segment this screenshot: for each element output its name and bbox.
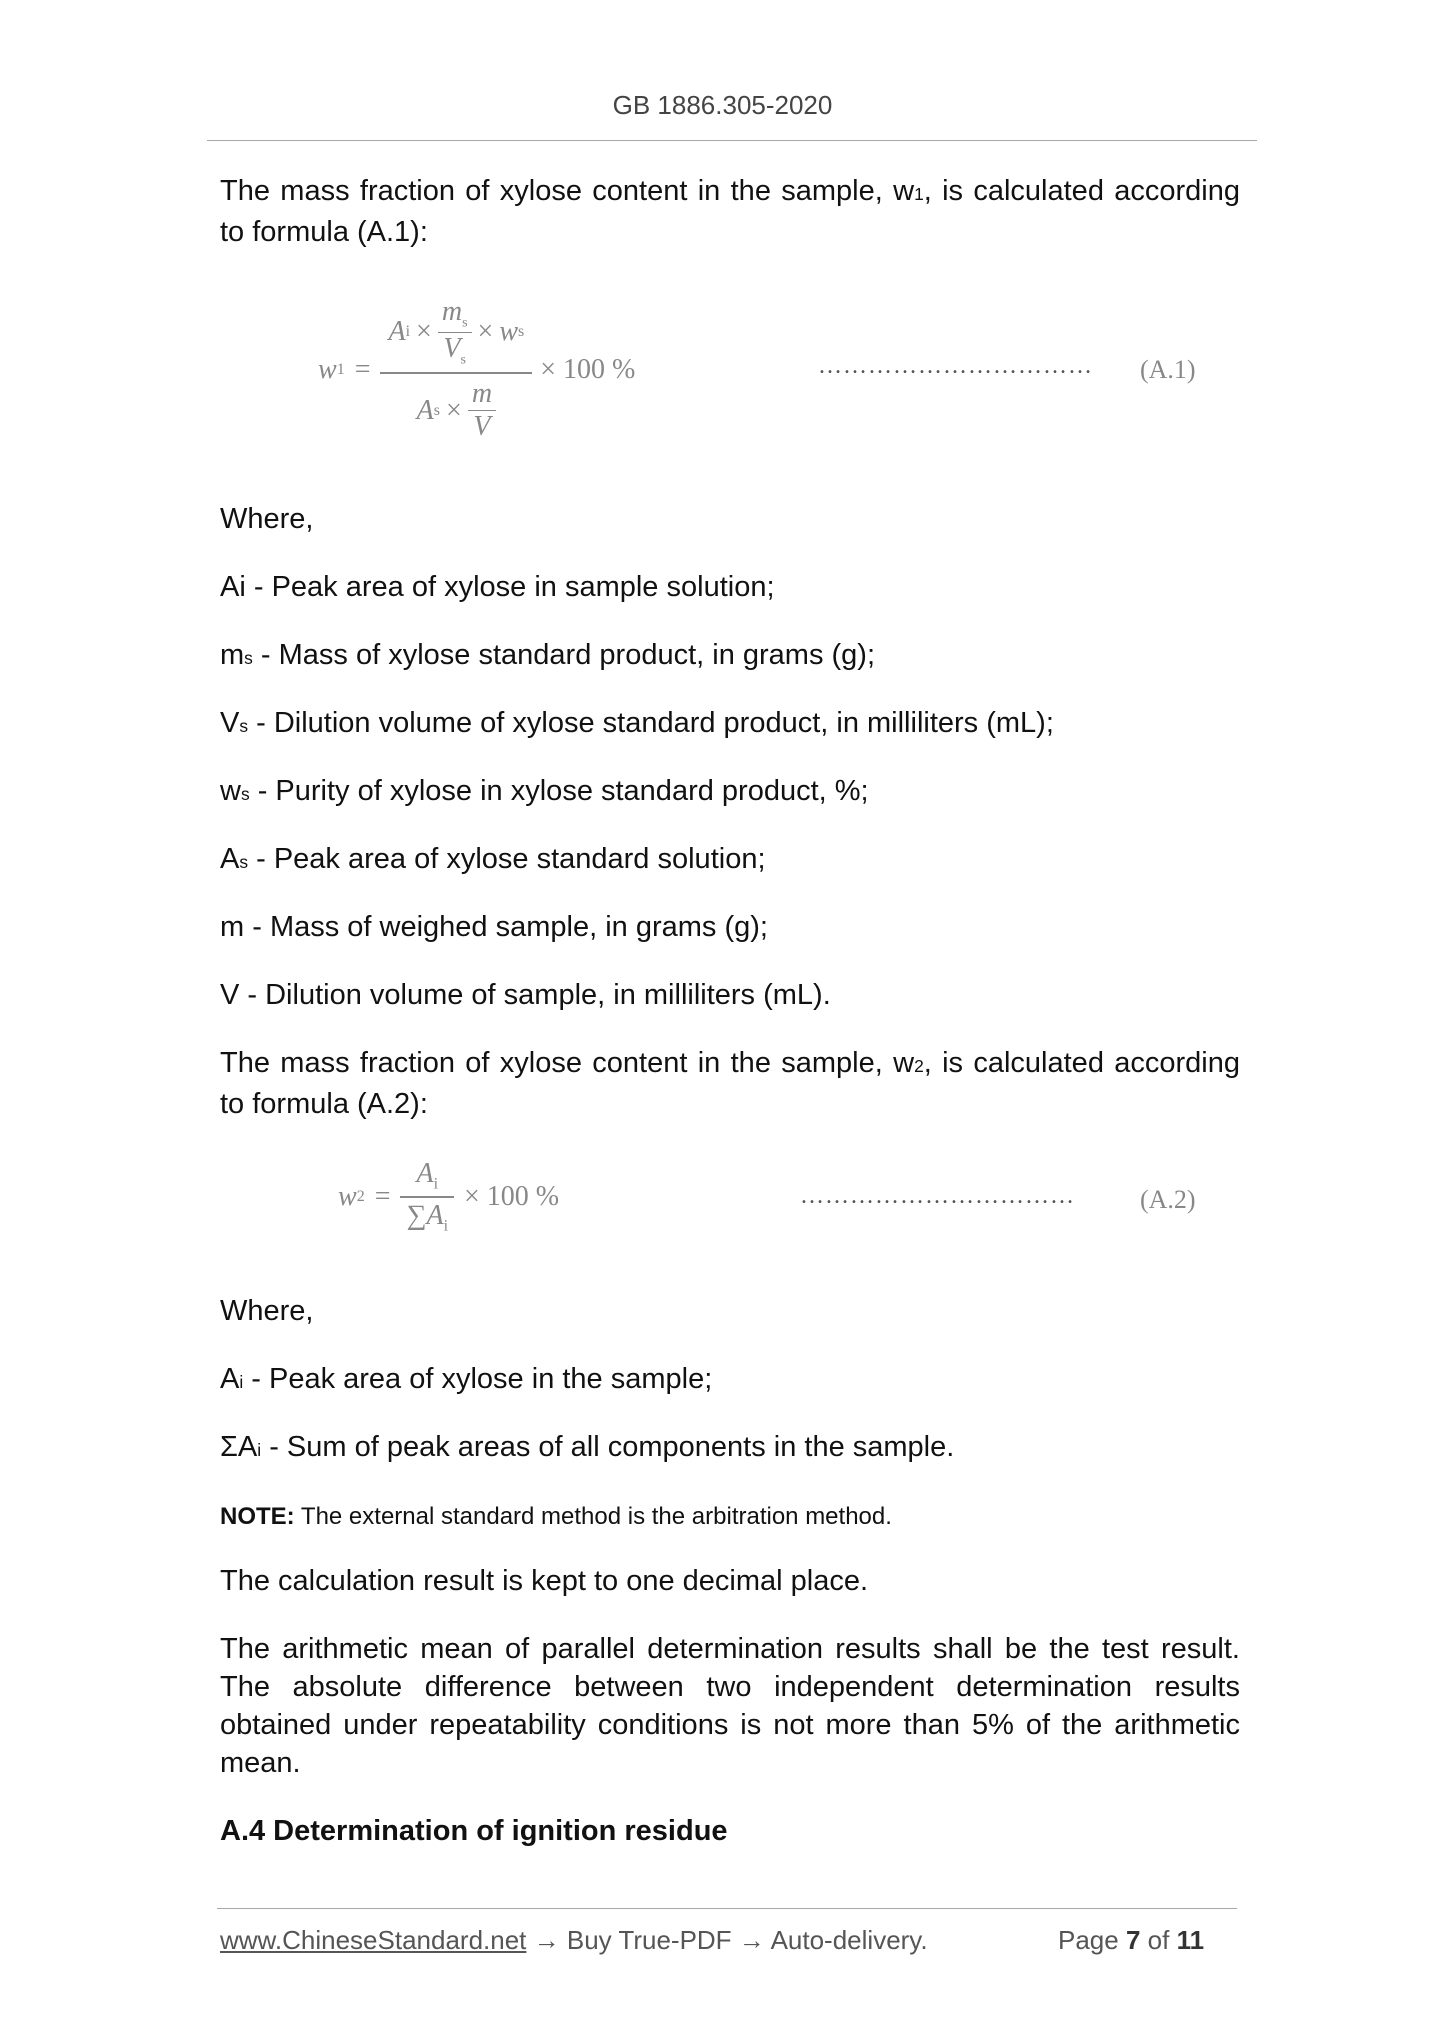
website-link[interactable]: www.ChineseStandard.net [220, 1925, 527, 1955]
intro-a2: The mass fraction of xylose content in the sample, w2, is calculated according to formula (A.2): [220, 1047, 1240, 1120]
formula-a2-label: (A.2) [1140, 1185, 1196, 1214]
formula-a2-dots: …………………………… [800, 1183, 1075, 1209]
definition-item: m - Mass of weighed sample, in grams (g); [220, 911, 768, 943]
definition-item: Vs - Dilution volume of xylose standard product, in milliliters (mL); [220, 707, 1054, 739]
formula-a2: w 2 = $\frac{A_i}{\sum A_i}$ × 100 % [338, 1158, 560, 1235]
formula-a2-fraction: $\frac{A_i}{\sum A_i}$ [400, 1158, 454, 1235]
formula-a1-denominator: A s × $\frac{m}{V}$ [409, 374, 504, 443]
where-label-2: Where, [220, 1295, 314, 1327]
mean-paragraph: The arithmetic mean of parallel determination results shall be the test result. The absolute difference between two independent determination results obtained under repeatability conditions is not more than 5% of the arithmetic mean. [220, 1633, 1240, 1779]
note: NOTE: The external standard method is the arbitration method. [220, 1503, 892, 1530]
page-indicator: Page 7 of 11 [1058, 1925, 1205, 1955]
definition-item: Ai - Peak area of xylose in sample solution; [220, 571, 775, 603]
definition-item: As - Peak area of xylose standard solution; [220, 843, 766, 875]
definition-item: Ai - Peak area of xylose in the sample; [220, 1363, 713, 1395]
definition-item: ws - Purity of xylose in xylose standard product, %; [220, 775, 869, 807]
document-code: GB 1886.305-2020 [612, 90, 833, 120]
footer-rule [217, 1908, 1237, 1909]
formula-a1-label: (A.1) [1140, 355, 1196, 384]
formula-a1-dots: …………………………… [818, 353, 1093, 379]
where-label-1: Where, [220, 503, 314, 535]
definition-item: V - Dilution volume of sample, in milliliters (mL). [220, 979, 831, 1011]
definition-item: ΣAi - Sum of peak areas of all components in the sample. [220, 1431, 955, 1463]
calc-result-text: The calculation result is kept to one decimal place. [220, 1565, 869, 1597]
footer-promo: www.ChineseStandard.net → Buy True-PDF → Auto-delivery. [220, 1925, 928, 1955]
definition-item: ms - Mass of xylose standard product, in grams (g); [220, 639, 876, 671]
section-heading: A.4 Determination of ignition residue [220, 1815, 728, 1847]
intro-a1: The mass fraction of xylose content in the sample, w1, is calculated according to formula (A.1): [220, 175, 1240, 248]
header-rule [207, 140, 1257, 141]
formula-a1-numerator: A i × $\frac{m_s}{V_s}$ × w s [388, 296, 525, 368]
formula-a1: w 1 = A i × $\frac{m_s}{V_s}$ × w s A s × $\frac{m}{V}$ × 100 % [318, 296, 636, 443]
formula-a1-main-fraction [380, 296, 532, 443]
